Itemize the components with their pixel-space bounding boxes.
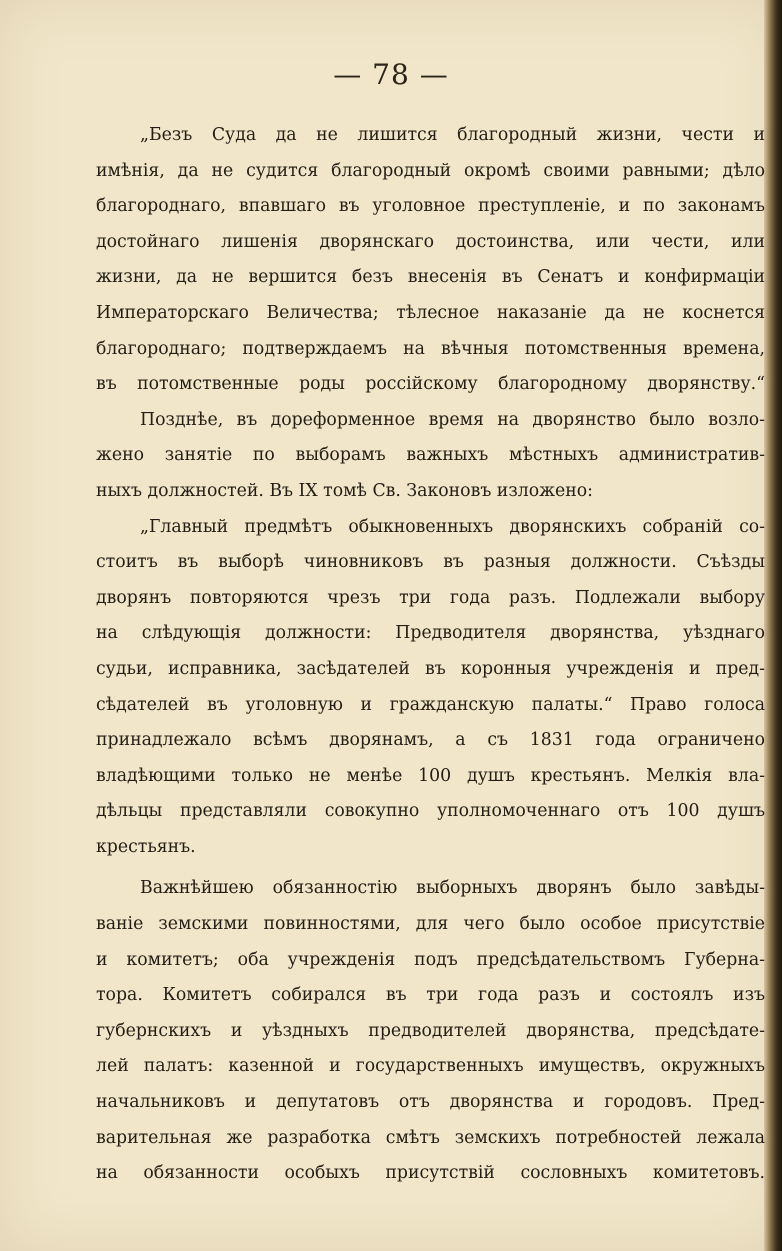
text-line: благороднаго, впавшаго въ уголовное преступленіе, и по законамъ: [96, 196, 765, 217]
text-line: стоитъ въ выборѣ чиновниковъ въ разныя должности. Съѣзды: [96, 552, 765, 573]
text-line: Важнѣйшею обязанностію выборныхъ дворянъ было завѣды-: [140, 878, 765, 899]
text-line: владѣющими только не менѣе 100 душъ крестьянъ. Мелкія вла-: [96, 765, 765, 786]
text-line: Императорскаго Величества; тѣлесное наказаніе да не коснется: [96, 302, 765, 323]
text-line: ныхъ должностей. Въ IX томѣ Св. Законовъ изложено:: [96, 480, 593, 501]
text-line: губернскихъ и уѣздныхъ предводителей дворянства, предсѣдате-: [96, 1020, 765, 1041]
text-line: на обязанности особыхъ присутствій сословныхъ комитетовъ.: [96, 1163, 765, 1184]
text-line: варительная же разработка смѣтъ земскихъ потребностей лежала: [96, 1127, 765, 1148]
text-line: въ потомственные роды россійскому благородному дворянству.“: [96, 374, 765, 395]
page-edge-shadow: [764, 0, 782, 1251]
text-line: дѣльцы представляли совокупно уполномоченнаго отъ 100 душъ: [96, 801, 765, 822]
text-line: благороднаго; подтверждаемъ на вѣчныя потомственныя времена,: [96, 338, 765, 359]
text-line: сѣдателей въ уголовную и гражданскую палаты.“ Право голоса: [96, 694, 765, 715]
text-line: принадлежало всѣмъ дворянамъ, а съ 1831 года ограничено: [96, 730, 765, 751]
paragraph: [96, 403, 765, 510]
text-line: на слѣдующія должности: Предводителя дворянства, уѣзднаго: [96, 623, 765, 644]
text-line: жено занятіе по выборамъ важныхъ мѣстныхъ административ-: [96, 445, 765, 466]
text-line: „Главный предмѣтъ обыкновенныхъ дворянскихъ собраній со-: [140, 516, 765, 537]
paragraph: [96, 510, 765, 866]
text-line: судьи, исправника, засѣдателей въ коронныя учрежденія и пред-: [96, 658, 765, 679]
paragraph: [96, 118, 765, 403]
text-line: ваніе земскими повинностями, для чего было особое присутствіе: [96, 914, 765, 935]
text-line: Позднѣе, въ дореформенное время на дворянство было возло-: [140, 409, 765, 430]
text-line: достойнаго лишенія дворянскаго достоинства, или чести, или: [96, 231, 765, 252]
text-line: жизни, да не вершится безъ внесенія въ Сенатъ и конфирмаціи: [96, 267, 765, 288]
text-line: крестьянъ.: [96, 836, 196, 857]
text-line: дворянъ повторяются чрезъ три года разъ. Подлежали выбору: [96, 587, 765, 608]
text-line: лей палатъ: казенной и государственныхъ имуществъ, окружныхъ: [96, 1056, 765, 1077]
text-line: имѣнія, да не судится благородный окромѣ своими равными; дѣло: [96, 160, 765, 181]
text-line: и комитетъ; оба учрежденія подъ предсѣдательствомъ Губерна-: [96, 949, 765, 970]
paragraph: [96, 871, 765, 1191]
text-line: „Безъ Суда да не лишится благородный жизни, чести и: [140, 125, 765, 145]
page-body-text: [96, 118, 765, 1192]
text-line: начальниковъ и депутатовъ отъ дворянства и городовъ. Пред-: [96, 1092, 765, 1113]
page-number: — 78 —: [333, 58, 449, 91]
text-line: тора. Комитетъ собирался въ три года разъ и состоялъ изъ: [96, 985, 765, 1006]
